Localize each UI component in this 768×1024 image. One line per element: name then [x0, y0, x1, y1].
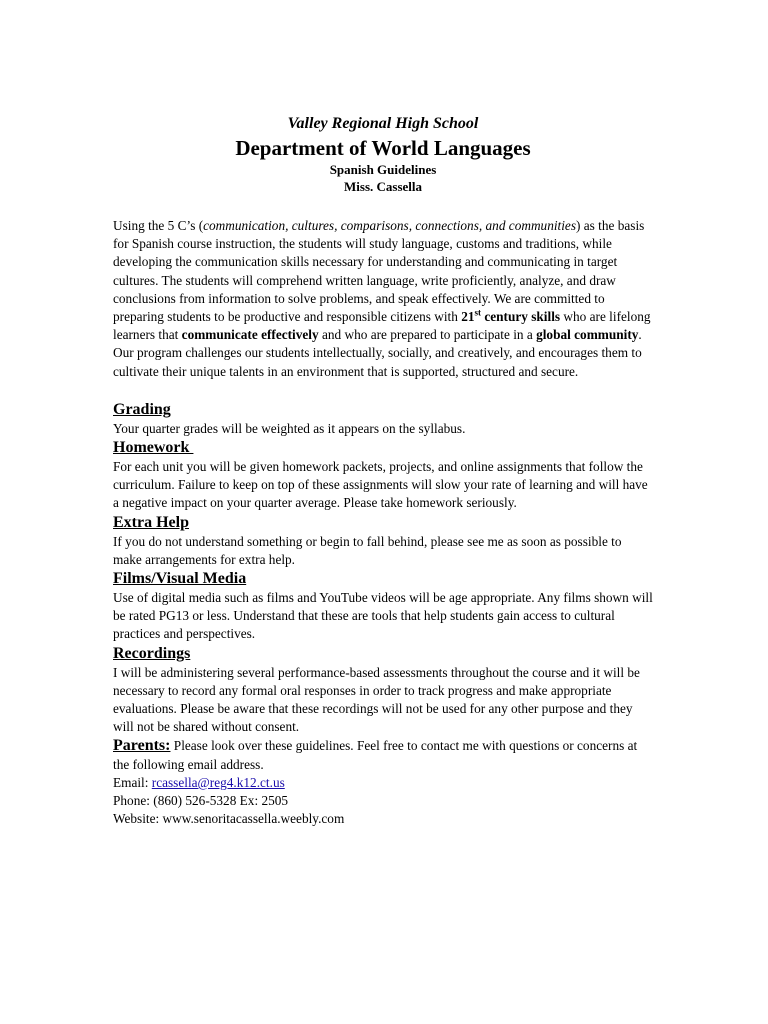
grading-heading: Grading — [113, 400, 171, 418]
communicate-effectively: communicate effectively — [181, 327, 319, 343]
school-name: Valley Regional High School — [287, 115, 479, 132]
email-link[interactable]: rcassella@reg4.k12.ct.us — [151, 774, 285, 790]
recordings-body: I will be administering several performance-based assessments throughout the course and it will be necessary to record any formal oral responses in order to track progress and make appropriate evaluations. Please be aware that these recordings will not be used for any other purpose and they will not be shared without consent. — [113, 664, 640, 735]
intro-text-4: and who are prepared to participate in a — [318, 327, 537, 343]
homework-heading: Homework — [113, 439, 194, 457]
century-number: 21 — [461, 309, 475, 325]
phone-line: Phone: (860) 526-5328 Ex: 2505 — [113, 792, 289, 808]
document-header — [113, 114, 653, 195]
films-visual-media-body: Use of digital media such as films and YouTube videos will be age appropriate. Any films shown will be rated PG13 or less. Understand that these are tools that help students gain access to cultural practices and perspectives. — [113, 590, 653, 642]
global-community: global community — [536, 327, 639, 343]
intro-text-5: . Our program challenges our students intellectually, socially, and creatively, and encourages them to cultivate their unique talents in an environment that is supported, structured and secure. — [113, 327, 642, 379]
extra-help-body: If you do not understand something or begin to fall behind, please see me as soon as possible to make arrangements for extra help. — [113, 533, 622, 567]
intro-paragraph — [113, 217, 653, 381]
century-skills-text: century skills — [481, 309, 561, 325]
parents-text: Please look over these guidelines. Feel free to contact me with questions or concerns at the following email address. — [113, 738, 638, 772]
intro-text-1: Using the 5 C’s ( — [113, 218, 204, 233]
five-cs-list: communication, cultures, comparisons, connections, and communities — [203, 218, 577, 233]
century-ordinal: st — [474, 307, 482, 318]
document-subtitle: Spanish Guidelines — [329, 162, 437, 177]
email-line — [113, 774, 653, 792]
grading-body: Your quarter grades will be weighted as it appears on the syllabus. — [113, 420, 466, 436]
document-page — [113, 114, 653, 828]
intro-text-2: ) as the basis for Spanish course instruction, the students will study language, customs and traditions, while developing the communication skills necessary for understanding and communicating in target cultures. The students will comprehend written language, write proficiently, analyze, and draw conclusions from information to solve problems, and speak effectively. We are committed to preparing students to be productive and responsible citizens with — [113, 218, 645, 325]
department-title: Department of World Languages — [235, 136, 531, 160]
extra-help-heading: Extra Help — [113, 513, 189, 531]
email-label: Email: — [113, 774, 152, 790]
films-visual-media-heading: Films/Visual Media — [113, 570, 247, 588]
century-skills — [461, 309, 560, 324]
recordings-heading: Recordings — [113, 644, 191, 662]
parents-paragraph — [113, 737, 653, 773]
website-line: Website: www.senoritacassella.weebly.com — [113, 810, 345, 826]
intro-text-3: who are lifelong learners that — [113, 309, 651, 343]
parents-label: Parents: — [113, 737, 171, 755]
homework-body: For each unit you will be given homework packets, projects, and online assignments that follow the curriculum. Failure to keep on top of these assignments will slow your rate of learning and will have a negative impact on your quarter average. Please take homework seriously. — [113, 459, 648, 511]
teacher-name: Miss. Cassella — [344, 179, 422, 194]
